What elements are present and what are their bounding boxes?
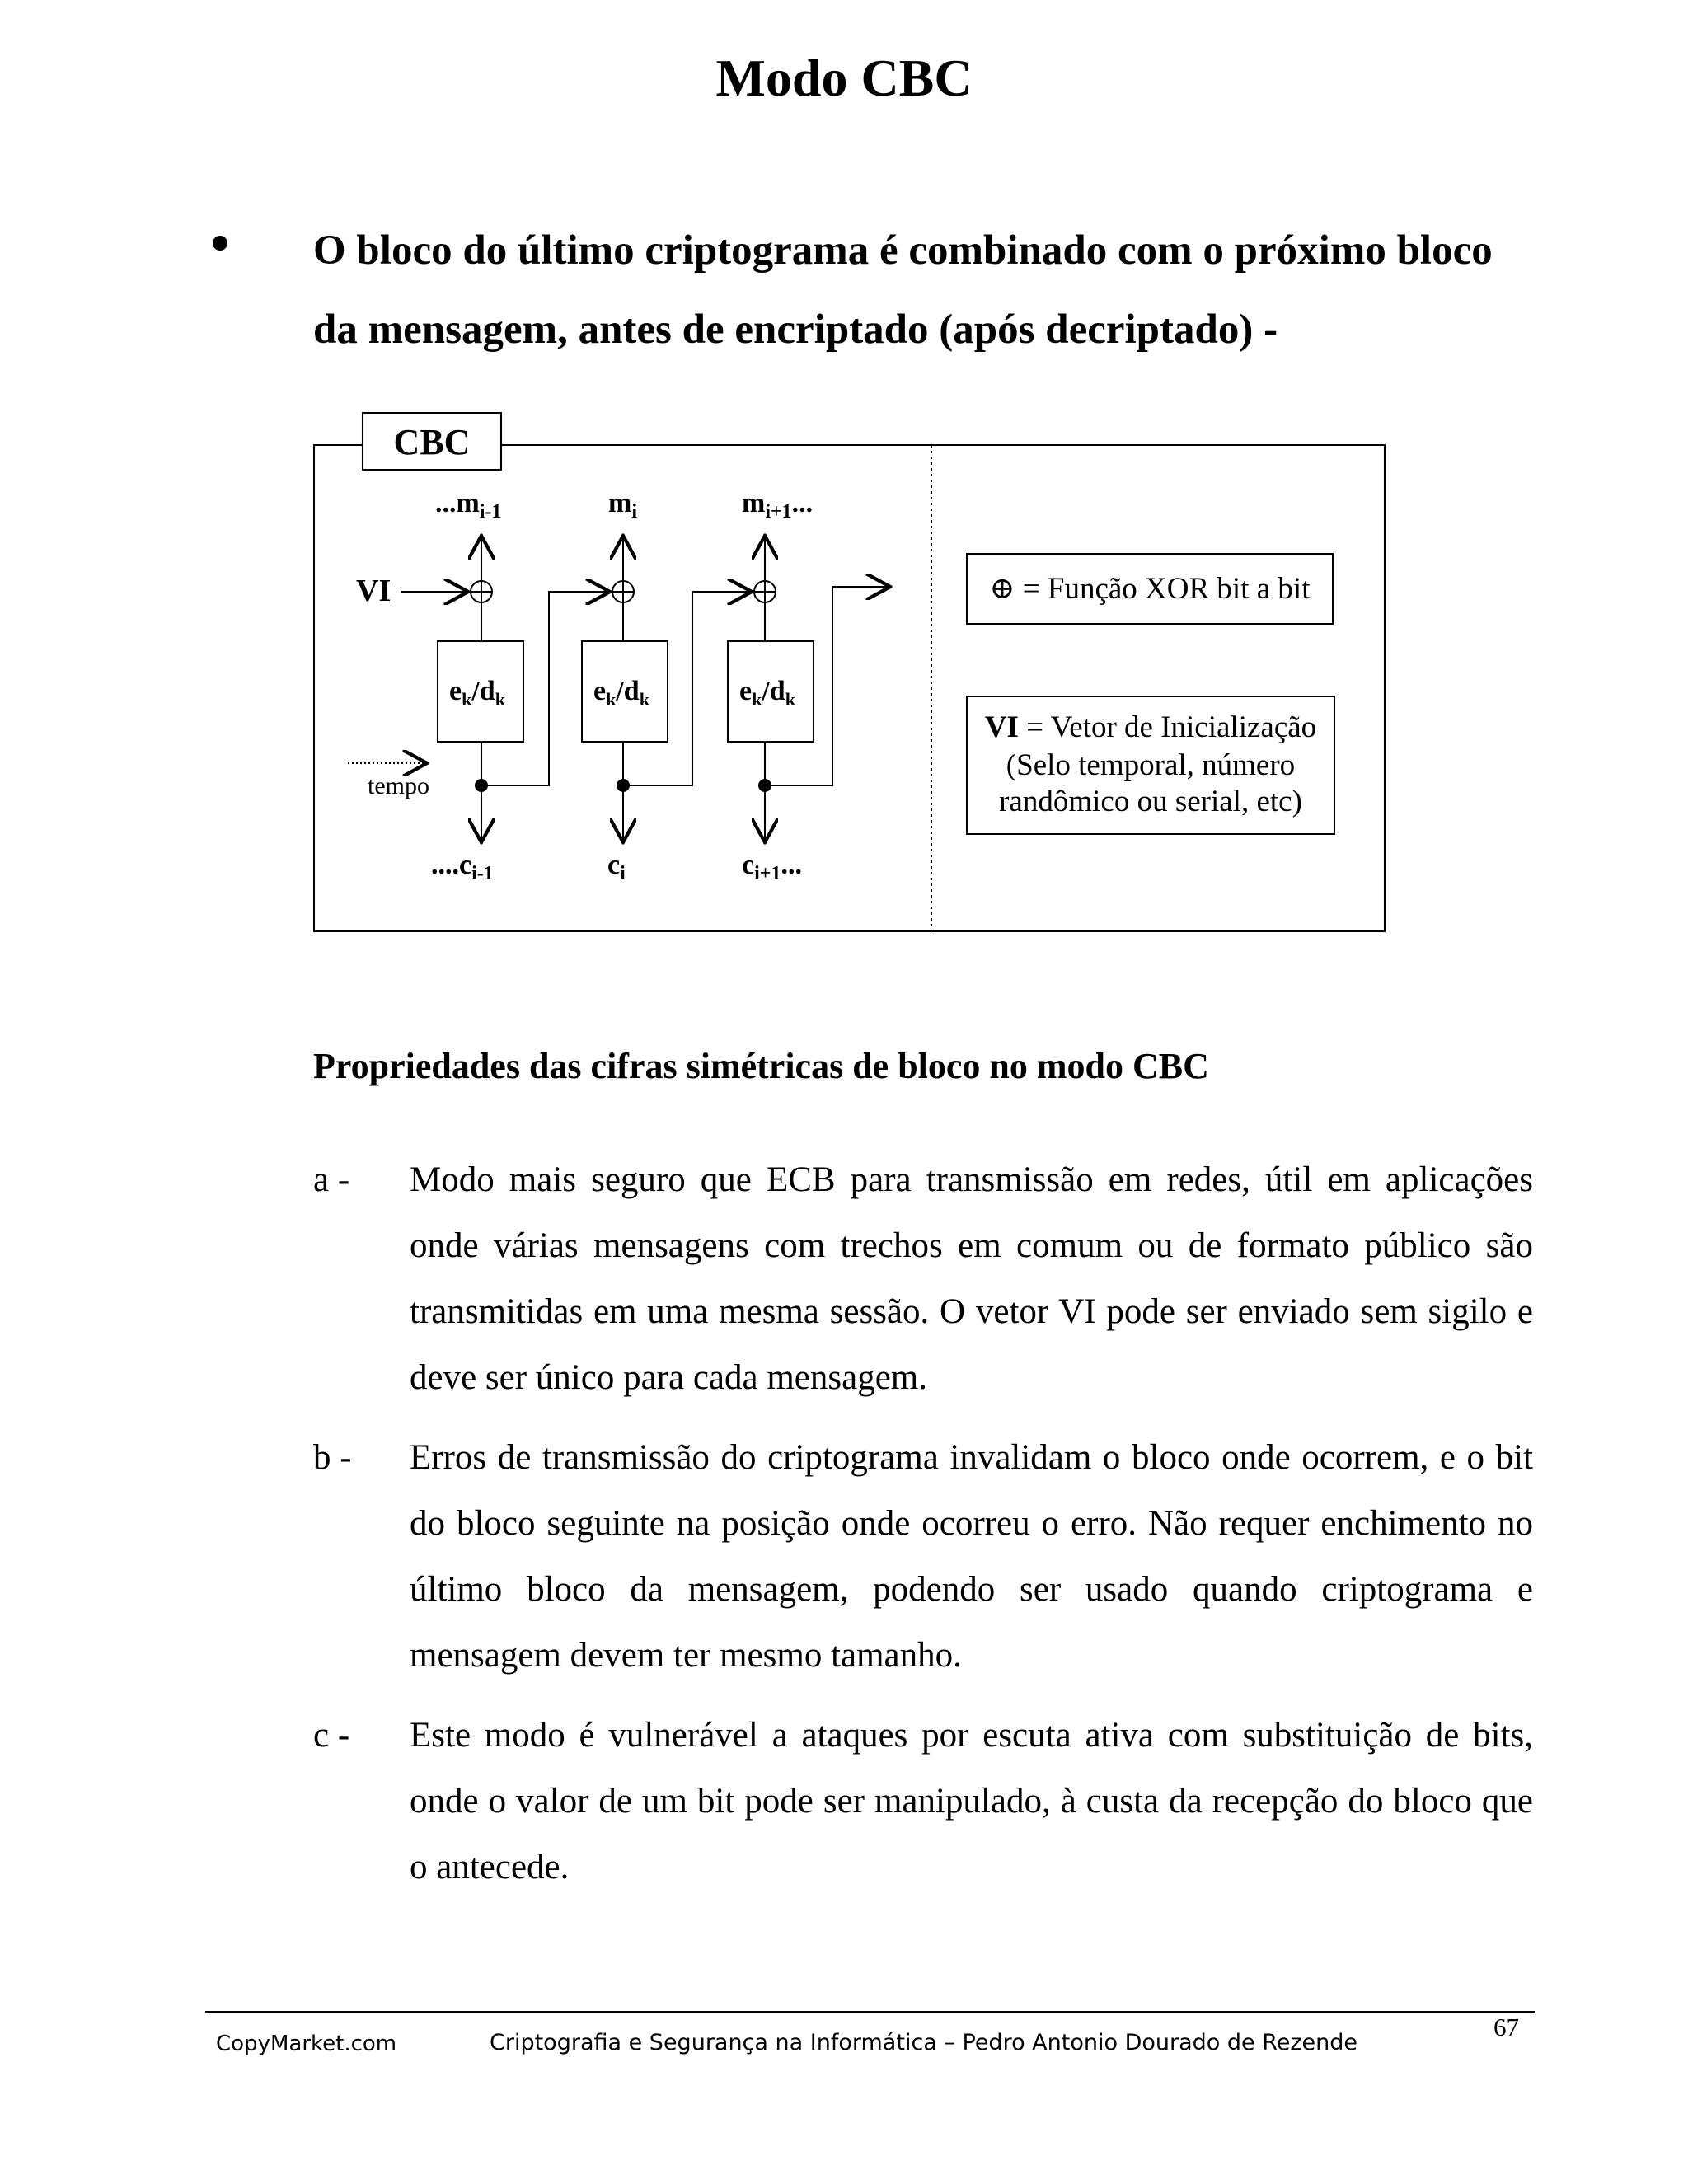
xor-icon-1	[471, 581, 492, 602]
section-heading: Propriedades das cifras simétricas de bloco no modo CBC	[313, 1046, 1209, 1086]
output-label-ci+1: $c_{i+1}$...	[742, 850, 802, 884]
legend-vi-line3: randômico ou serial, etc)	[999, 785, 1302, 818]
tempo-label: tempo	[368, 772, 429, 799]
bullet-paragraph: O bloco do último criptograma é combinado com o próximo bloco da mensagem, antes de encriptado (após decriptado) -	[313, 227, 1493, 353]
output-label-ci-1: $....c_{i-1}$	[431, 850, 494, 884]
input-label-mi+1: $m_{i+1}$...	[742, 488, 814, 523]
footer-site: CopyMarket.com	[216, 2032, 397, 2056]
legend-vi-line1: VI = Vetor de Inicialização	[984, 710, 1317, 744]
xor-icon-2	[612, 581, 634, 602]
page-number: 67	[1493, 2013, 1519, 2041]
cipher-block-label-3: $e_k/d_k$	[739, 676, 795, 710]
xor-icon-3	[754, 581, 776, 602]
input-label-mi: $m_i$	[608, 488, 637, 523]
cipher-block-label-1: $e_k/d_k$	[449, 676, 505, 710]
page-title: Modo CBC	[715, 49, 973, 107]
legend-vi-line2: (Selo temporal, número	[1006, 748, 1296, 782]
cipher-block-label-2: $e_k/d_k$	[593, 676, 649, 710]
input-label-mi-1: $...m_{i-1}$	[435, 488, 502, 523]
property-text: Este modo é vulnerável a ataques por escuta ativa com substituição de bits, onde o valor de um bit pode ser manipulado, à custa da recepção do bloco que o antecede.	[410, 1716, 1533, 1886]
footer-book-title: Criptografia e Segurança na Informática – Pedro Antonio Dourado de Rezende	[490, 2030, 1358, 2055]
output-label-ci: $c_i$	[607, 850, 626, 884]
property-letter: b -	[313, 1438, 352, 1477]
property-text: Erros de transmissão do criptograma invalidam o bloco onde ocorrem, e o bit do bloco seguinte na posição onde ocorreu o erro. Não requer enchimento no último bloco da mensagem, podendo ser usado quando criptograma e mensagem devem ter mesmo tamanho.	[410, 1438, 1533, 1675]
footer-divider	[205, 2011, 1535, 2013]
property-letter: c -	[313, 1716, 350, 1755]
legend-xor-text: ⊕ = Função XOR bit a bit	[989, 572, 1311, 606]
cbc-label: CBC	[393, 422, 471, 462]
vi-label: VI	[356, 574, 392, 608]
cbc-diagram	[0, 0, 1688, 972]
property-letter: a -	[313, 1160, 350, 1199]
property-text: Modo mais seguro que ECB para transmissão em redes, útil em aplicações onde várias mensagens com trechos em comum ou de formato público são transmitidas em uma mesma sessão. O vetor VI pode ser enviado sem sigilo e deve ser único para cada mensagem.	[410, 1160, 1533, 1397]
